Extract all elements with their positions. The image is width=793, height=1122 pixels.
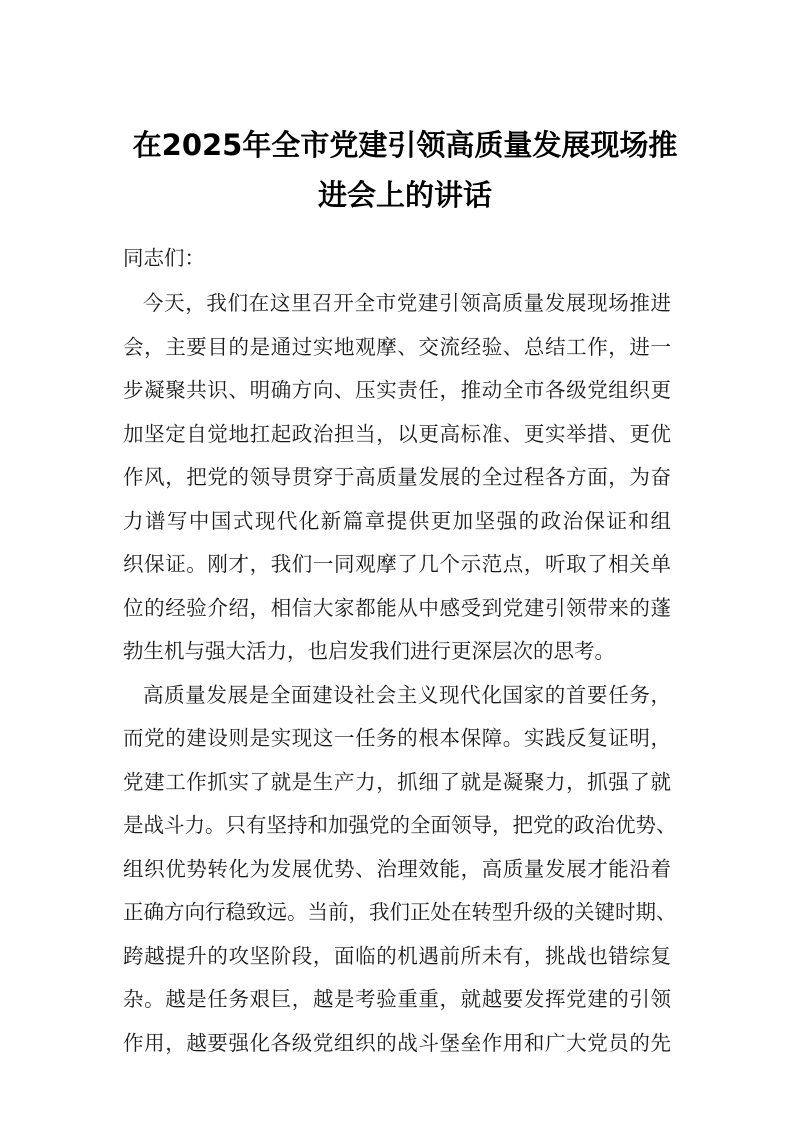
paragraph-2-line: 杂。越是任务艰巨，越是考验重重，就越要发挥党建的引领 <box>123 987 671 1011</box>
paragraph-1-line: 织保证。刚才，我们一同观摩了几个示范点，听取了相关单 <box>123 552 671 576</box>
paragraph-2-line: 高质量发展是全面建设社会主义现代化国家的首要任务， <box>143 683 671 707</box>
paragraph-1-line: 今天，我们在这里召开全市党建引领高质量发展现场推进 <box>143 291 671 315</box>
paragraph-2-line: 组织优势转化为发展优势、治理效能，高质量发展才能沿着 <box>123 857 671 881</box>
paragraph-2-line: 而党的建设则是实现这一任务的根本保障。实践反复证明， <box>123 726 671 750</box>
document-title-line-1: 在2025年全市党建引领高质量发展现场推 <box>132 128 678 162</box>
paragraph-1-line: 会，主要目的是通过实地观摩、交流经验、总结工作，进一 <box>123 335 671 359</box>
paragraph-2-line: 跨越提升的攻坚阶段，面临的机遇前所未有，挑战也错综复 <box>123 944 671 968</box>
salutation: 同志们： <box>123 246 205 270</box>
paragraph-2-line: 是战斗力。只有坚持和加强党的全面领导，把党的政治优势、 <box>123 813 677 837</box>
paragraph-1-line: 勃生机与强大活力，也启发我们进行更深层次的思考。 <box>123 639 615 663</box>
paragraph-1-line: 位的经验介绍，相信大家都能从中感受到党建引领带来的蓬 <box>123 596 671 620</box>
paragraph-1-line: 加坚定自觉地扛起政治担当，以更高标准、更实举措、更优 <box>123 422 671 446</box>
document-title-line-2: 进会上的讲话 <box>317 178 492 212</box>
paragraph-2-line: 正确方向行稳致远。当前，我们正处在转型升级的关键时期、 <box>123 900 677 924</box>
paragraph-1-line: 力谱写中国式现代化新篇章提供更加坚强的政治保证和组 <box>123 509 671 533</box>
paragraph-2-line: 党建工作抓实了就是生产力，抓细了就是凝聚力，抓强了就 <box>123 770 671 794</box>
paragraph-2-line: 作用，越要强化各级党组织的战斗堡垒作用和广大党员的先 <box>123 1031 671 1055</box>
paragraph-1-line: 步凝聚共识、明确方向、压实责任，推动全市各级党组织更 <box>123 378 671 402</box>
paragraph-1-line: 作风，把党的领导贯穿于高质量发展的全过程各方面，为奋 <box>123 465 671 489</box>
